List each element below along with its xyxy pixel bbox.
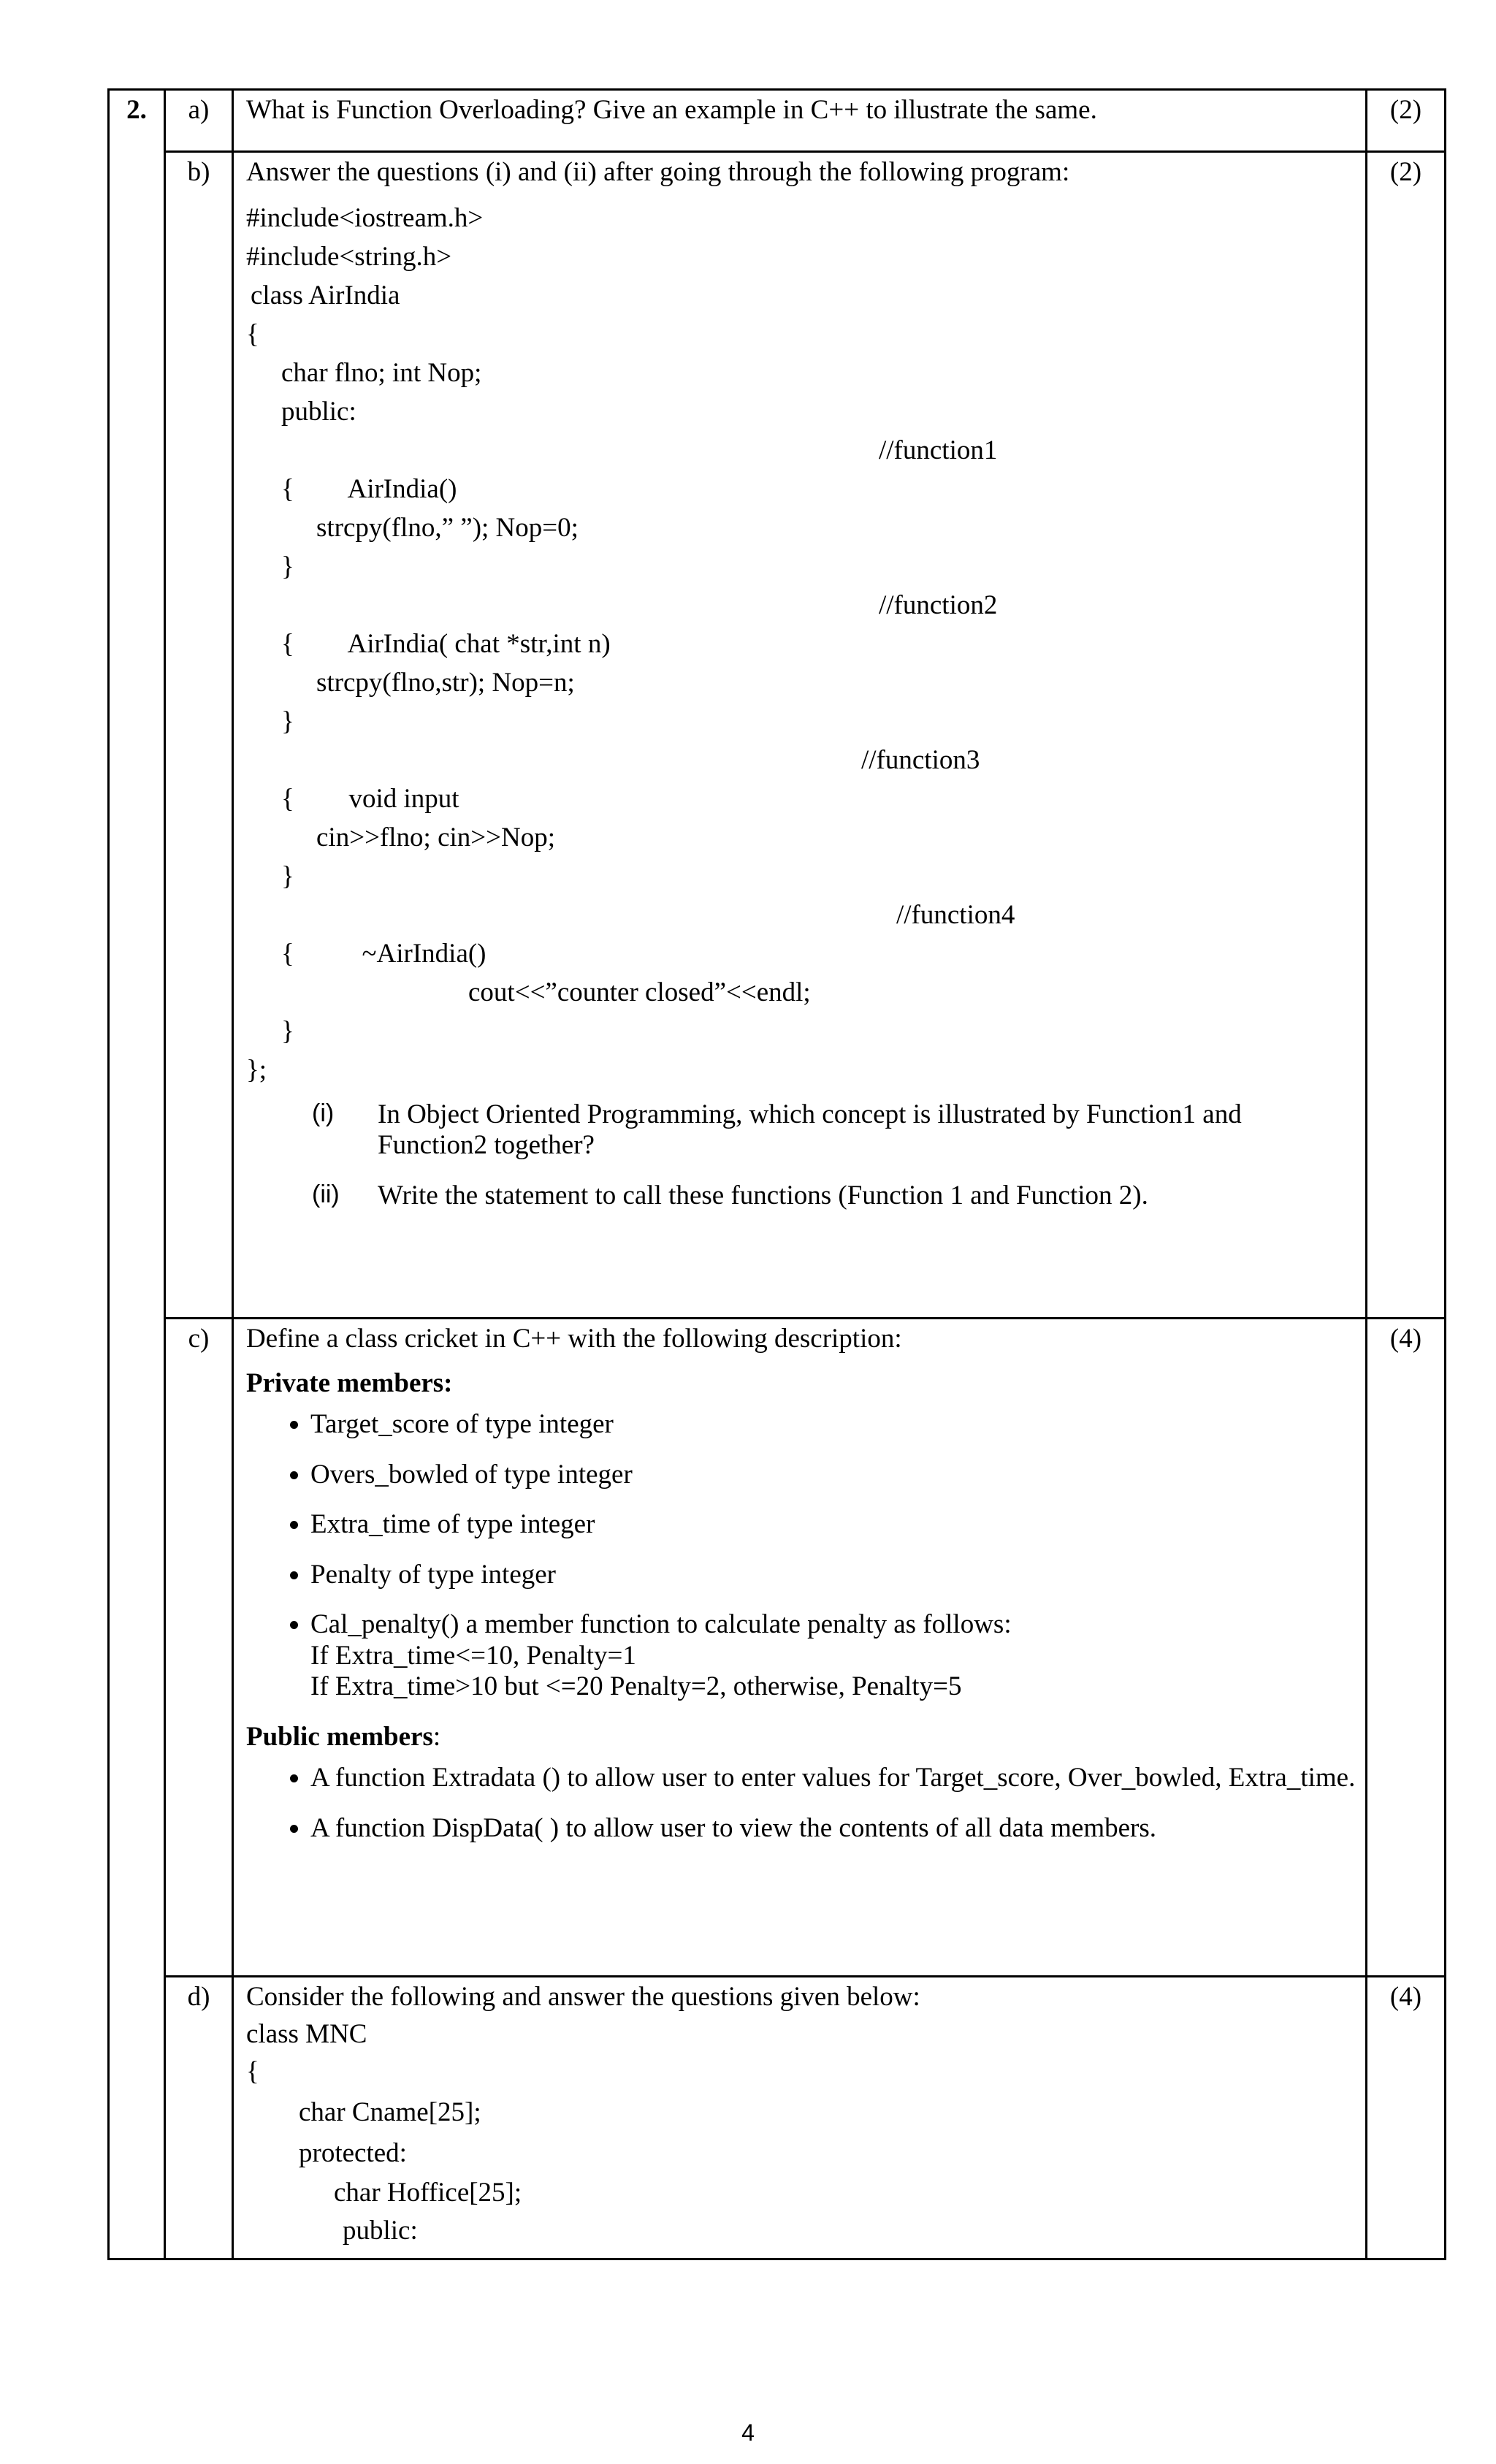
code-text: ~AirIndia() — [362, 938, 486, 969]
code-text: AirIndia( chat *str,int n) — [347, 628, 611, 659]
code-line: { — [281, 938, 294, 969]
part-c-text: Define a class cricket in C++ with the following description: — [246, 1324, 902, 1354]
public-members-colon: : — [432, 1721, 441, 1752]
subquestion-text: Write the statement to call these functions (Function 1 and Function 2). — [378, 1180, 1148, 1210]
code-line: class AirIndia — [251, 280, 400, 310]
code-line-function4 — [246, 896, 1356, 969]
code-line: char Cname[25]; — [299, 2097, 481, 2127]
list-item: • Penalty of type integer — [310, 1560, 1356, 1591]
part-b-text: Answer the questions (i) and (ii) after going through the following program: — [246, 157, 1070, 187]
part-d-body — [233, 1977, 1367, 2259]
part-a-label: a) — [165, 90, 233, 152]
code-line: #include<string.h> — [246, 241, 452, 272]
part-d-row — [109, 1977, 1446, 2259]
list-item: • A function Extradata () to allow user to enter values for Target_score, Over_bowled, Extra_time. — [310, 1763, 1356, 1794]
part-c-body — [233, 1319, 1367, 1977]
subquestion-text: In Object Oriented Programming, which concept is illustrated by Function1 and Function2 together? — [378, 1099, 1242, 1161]
code-text: AirIndia() — [347, 473, 457, 504]
part-a-marks: (2) — [1367, 90, 1446, 152]
code-line: }; — [246, 1054, 267, 1085]
public-members-heading-line — [246, 1722, 1356, 1753]
part-c-row — [109, 1319, 1446, 1977]
part-c-label: c) — [165, 1319, 233, 1977]
code-line: { — [246, 319, 259, 349]
code-line: char flno; int Nop; — [281, 357, 482, 388]
list-item: • Overs_bowled of type integer — [310, 1460, 1356, 1491]
code-line: } — [281, 861, 294, 891]
number-column-blank — [109, 152, 165, 1319]
part-b-code — [246, 199, 1356, 1089]
code-line: public: — [281, 396, 356, 427]
code-text: void input — [348, 783, 459, 814]
list-item: • A function DispData( ) to allow user to view the contents of all data members. — [310, 1813, 1356, 1845]
part-b-marks: (2) — [1367, 152, 1446, 1319]
subquestion-i — [246, 1099, 1356, 1162]
comment-function3: //function3 — [861, 744, 980, 775]
list-item: • Extra_time of type integer — [310, 1509, 1356, 1541]
code-line: } — [281, 706, 294, 736]
code-line: { — [246, 2056, 259, 2086]
private-members-heading: Private members: — [246, 1368, 453, 1398]
subquestion-number: (i) — [312, 1099, 335, 1127]
comment-function2: //function2 — [879, 590, 998, 620]
part-b-row — [109, 152, 1446, 1319]
subquestion-number: (ii) — [312, 1180, 340, 1208]
code-line: } — [281, 551, 294, 581]
code-line-function2 — [246, 586, 1356, 659]
code-line: public: — [343, 2215, 418, 2246]
part-a-row — [109, 90, 1446, 152]
code-line: } — [281, 1015, 294, 1046]
code-line: class MNC — [246, 2018, 367, 2049]
code-line: { — [281, 783, 294, 814]
code-line: cin>>flno; cin>>Nop; — [316, 822, 556, 853]
part-b-label: b) — [165, 152, 233, 1319]
code-line: cout<<”counter closed”<<endl; — [468, 977, 811, 1007]
code-line: char Hoffice[25]; — [334, 2177, 522, 2208]
part-d-code — [246, 2018, 1356, 2250]
code-line: { — [281, 628, 294, 659]
number-column-blank — [109, 1319, 165, 1977]
code-line-function1 — [246, 431, 1356, 504]
question-number: 2. — [109, 90, 165, 152]
comment-function4: //function4 — [896, 899, 1015, 930]
comment-function1: //function1 — [879, 435, 998, 465]
part-a-text: What is Function Overloading? Give an example in C++ to illustrate the same. — [233, 90, 1367, 152]
cal-penalty-line: If Extra_time>10 but <=20 Penalty=2, otherwise, Penalty=5 — [310, 1671, 962, 1702]
code-line: strcpy(flno,str); Nop=n; — [316, 667, 575, 698]
page-number: 4 — [741, 2419, 755, 2446]
part-d-label: d) — [165, 1977, 233, 2259]
question-table — [107, 88, 1446, 2260]
subquestion-ii — [246, 1180, 1356, 1212]
cal-penalty-line: • Cal_penalty() a member function to calculate penalty as follows: — [310, 1609, 1012, 1640]
code-line: #include<iostream.h> — [246, 202, 484, 233]
part-b-body — [233, 152, 1367, 1319]
part-c-marks: (4) — [1367, 1319, 1446, 1977]
cal-penalty-line: If Extra_time<=10, Penalty=1 — [310, 1640, 636, 1671]
list-item-cal-penalty — [310, 1609, 1356, 1703]
list-item: • Target_score of type integer — [310, 1409, 1356, 1441]
code-line: protected: — [299, 2137, 407, 2168]
public-members-heading: Public members — [246, 1721, 433, 1752]
part-d-text: Consider the following and answer the questions given below: — [246, 1982, 920, 2012]
number-column-blank — [109, 1977, 165, 2259]
private-members-list — [246, 1409, 1356, 1703]
code-line: { — [281, 473, 294, 504]
code-line: strcpy(flno,” ”); Nop=0; — [316, 512, 579, 543]
code-line-function3 — [246, 741, 1356, 814]
part-d-marks: (4) — [1367, 1977, 1446, 2259]
public-members-list — [246, 1763, 1356, 1844]
